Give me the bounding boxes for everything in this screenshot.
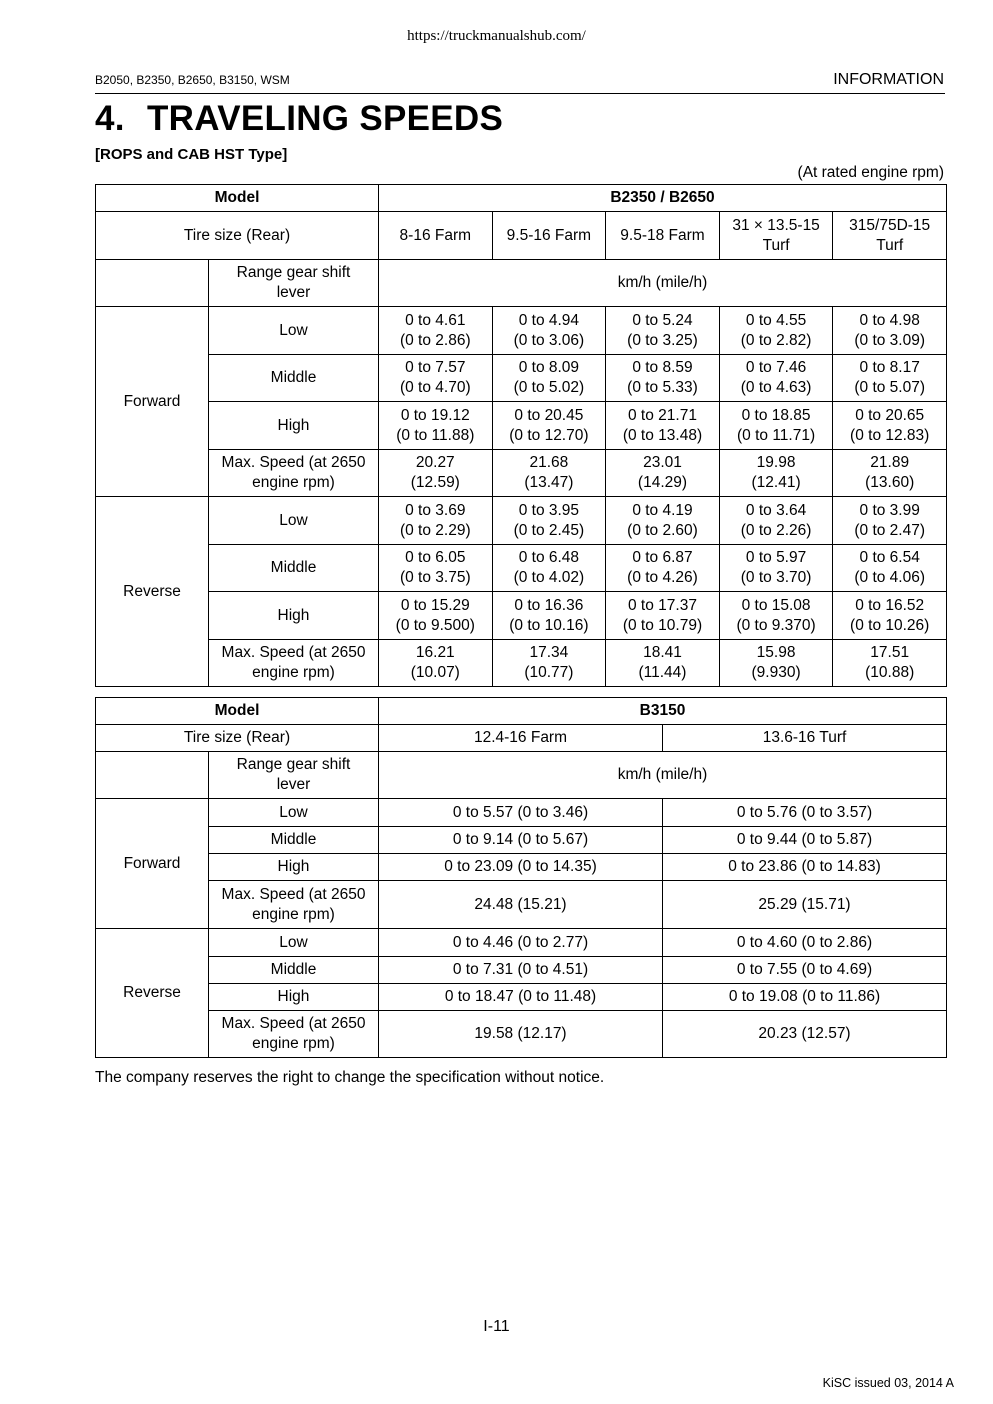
speed-cell: 17.34 (10.77) [492,640,606,687]
speed-table-b2350-b2650 [95,184,947,687]
speed-cell: 0 to 3.99 (0 to 2.47) [833,497,947,545]
table-row [96,752,947,799]
tire-size-cell: 9.5-18 Farm [606,212,720,260]
table-row [96,929,947,957]
speed-cell: 0 to 6.48 (0 to 4.02) [492,545,606,592]
speed-cell: 0 to 4.46 (0 to 2.77) [379,929,663,957]
speed-cell: 0 to 7.57 (0 to 4.70) [379,355,493,402]
range-low: Low [209,799,379,827]
direction-forward: Forward [96,307,209,497]
table-row [96,957,947,984]
speed-cell: 0 to 5.24 (0 to 3.25) [606,307,720,355]
range-lever-header: Range gear shift lever [209,260,379,307]
section-title: TRAVELING SPEEDS [147,99,504,138]
range-high: High [209,854,379,881]
speed-cell: 0 to 3.64 (0 to 2.26) [719,497,833,545]
range-high: High [209,592,379,640]
speed-cell: 24.48 (15.21) [379,881,663,929]
speed-cell: 20.23 (12.57) [663,1011,947,1058]
speed-cell: 16.21 (10.07) [379,640,493,687]
range-middle: Middle [209,957,379,984]
model-header: Model [96,185,379,212]
tire-size-cell: 31 × 13.5-15 Turf [719,212,833,260]
speed-cell: 21.68 (13.47) [492,450,606,497]
speed-cell: 0 to 15.29 (0 to 9.500) [379,592,493,640]
speed-cell: 25.29 (15.71) [663,881,947,929]
direction-forward: Forward [96,799,209,929]
model-value: B2350 / B2650 [379,185,947,212]
speed-cell: 21.89 (13.60) [833,450,947,497]
table-row [96,260,947,307]
speed-cell: 0 to 15.08 (0 to 9.370) [719,592,833,640]
range-max-speed: Max. Speed (at 2650 engine rpm) [209,640,379,687]
speed-cell: 0 to 19.12 (0 to 11.88) [379,402,493,450]
direction-reverse: Reverse [96,929,209,1058]
speed-cell: 15.98 (9.930) [719,640,833,687]
speed-cell: 0 to 4.19 (0 to 2.60) [606,497,720,545]
table-row [96,799,947,827]
speed-cell: 23.01 (14.29) [606,450,720,497]
speed-cell: 0 to 16.36 (0 to 10.16) [492,592,606,640]
speed-cell: 18.41 (11.44) [606,640,720,687]
speed-cell: 0 to 23.86 (0 to 14.83) [663,854,947,881]
direction-reverse: Reverse [96,497,209,687]
speed-cell: 0 to 7.31 (0 to 4.51) [379,957,663,984]
range-middle: Middle [209,545,379,592]
tire-size-header: Tire size (Rear) [96,725,379,752]
header-rule [95,93,945,94]
header-models: B2050, B2350, B2650, B3150, WSM [95,73,290,87]
speed-cell: 0 to 20.45 (0 to 12.70) [492,402,606,450]
table-row [96,545,947,592]
speed-cell: 0 to 18.47 (0 to 11.48) [379,984,663,1011]
tire-size-cell: 9.5-16 Farm [492,212,606,260]
source-url[interactable]: https://truckmanualshub.com/ [407,28,586,44]
speed-cell: 0 to 3.95 (0 to 2.45) [492,497,606,545]
spec-change-note: The company reserves the right to change the specification without notice. [95,1069,605,1086]
range-low: Low [209,929,379,957]
tire-size-cell: 12.4-16 Farm [379,725,663,752]
speed-cell: 19.98 (12.41) [719,450,833,497]
table-row [96,307,947,355]
speed-cell: 17.51 (10.88) [833,640,947,687]
empty-cell [96,752,209,799]
unit-header: km/h (mile/h) [379,260,947,307]
tire-size-cell: 13.6-16 Turf [663,725,947,752]
table-row [96,212,947,260]
speed-cell: 0 to 4.98 (0 to 3.09) [833,307,947,355]
range-middle: Middle [209,827,379,854]
speed-cell: 0 to 5.97 (0 to 3.70) [719,545,833,592]
range-high: High [209,984,379,1011]
speed-cell: 0 to 4.94 (0 to 3.06) [492,307,606,355]
speed-cell: 0 to 9.44 (0 to 5.87) [663,827,947,854]
speed-cell: 0 to 7.55 (0 to 4.69) [663,957,947,984]
table-row [96,185,947,212]
table-row [96,854,947,881]
section-number: 4. [95,99,125,138]
table-row [96,725,947,752]
page-number: I-11 [483,1318,510,1335]
range-low: Low [209,497,379,545]
table-row [96,827,947,854]
speed-cell: 0 to 6.05 (0 to 3.75) [379,545,493,592]
page-subtitle: [ROPS and CAB HST Type] [95,146,288,163]
page-title [95,99,503,139]
tire-size-header: Tire size (Rear) [96,212,379,260]
table-row [96,984,947,1011]
speed-cell: 0 to 7.46 (0 to 4.63) [719,355,833,402]
speed-cell: 0 to 4.60 (0 to 2.86) [663,929,947,957]
range-lever-header: Range gear shift lever [209,752,379,799]
range-max-speed: Max. Speed (at 2650 engine rpm) [209,1011,379,1058]
speed-cell: 0 to 19.08 (0 to 11.86) [663,984,947,1011]
table-row [96,881,947,929]
table-row [96,497,947,545]
header-section: INFORMATION [833,71,944,88]
speed-cell: 0 to 8.17 (0 to 5.07) [833,355,947,402]
speed-cell: 0 to 6.87 (0 to 4.26) [606,545,720,592]
speed-cell: 0 to 3.69 (0 to 2.29) [379,497,493,545]
empty-cell [96,260,209,307]
table-row [96,450,947,497]
speed-cell: 0 to 4.55 (0 to 2.82) [719,307,833,355]
range-max-speed: Max. Speed (at 2650 engine rpm) [209,881,379,929]
range-high: High [209,402,379,450]
speed-cell: 0 to 5.76 (0 to 3.57) [663,799,947,827]
unit-header: km/h (mile/h) [379,752,947,799]
table-row [96,1011,947,1058]
speed-cell: 0 to 5.57 (0 to 3.46) [379,799,663,827]
table-row [96,592,947,640]
tire-size-cell: 315/75D-15 Turf [833,212,947,260]
speed-cell: 0 to 8.59 (0 to 5.33) [606,355,720,402]
model-header: Model [96,698,379,725]
rated-rpm-note: (At rated engine rpm) [797,164,944,181]
speed-cell: 0 to 18.85 (0 to 11.71) [719,402,833,450]
speed-cell: 0 to 6.54 (0 to 4.06) [833,545,947,592]
speed-cell: 0 to 8.09 (0 to 5.02) [492,355,606,402]
speed-cell: 0 to 9.14 (0 to 5.67) [379,827,663,854]
table-row [96,355,947,402]
speed-cell: 20.27 (12.59) [379,450,493,497]
speed-table-b3150 [95,697,947,1058]
range-max-speed: Max. Speed (at 2650 engine rpm) [209,450,379,497]
table-row [96,402,947,450]
speed-cell: 0 to 16.52 (0 to 10.26) [833,592,947,640]
speed-cell: 0 to 21.71 (0 to 13.48) [606,402,720,450]
speed-cell: 0 to 4.61 (0 to 2.86) [379,307,493,355]
range-low: Low [209,307,379,355]
speed-cell: 0 to 20.65 (0 to 12.83) [833,402,947,450]
speed-cell: 0 to 17.37 (0 to 10.79) [606,592,720,640]
table-row [96,698,947,725]
issue-info: KiSC issued 03, 2014 A [822,1376,954,1390]
table-row [96,640,947,687]
speed-cell: 19.58 (12.17) [379,1011,663,1058]
speed-cell: 0 to 23.09 (0 to 14.35) [379,854,663,881]
tire-size-cell: 8-16 Farm [379,212,493,260]
model-value: B3150 [379,698,947,725]
range-middle: Middle [209,355,379,402]
